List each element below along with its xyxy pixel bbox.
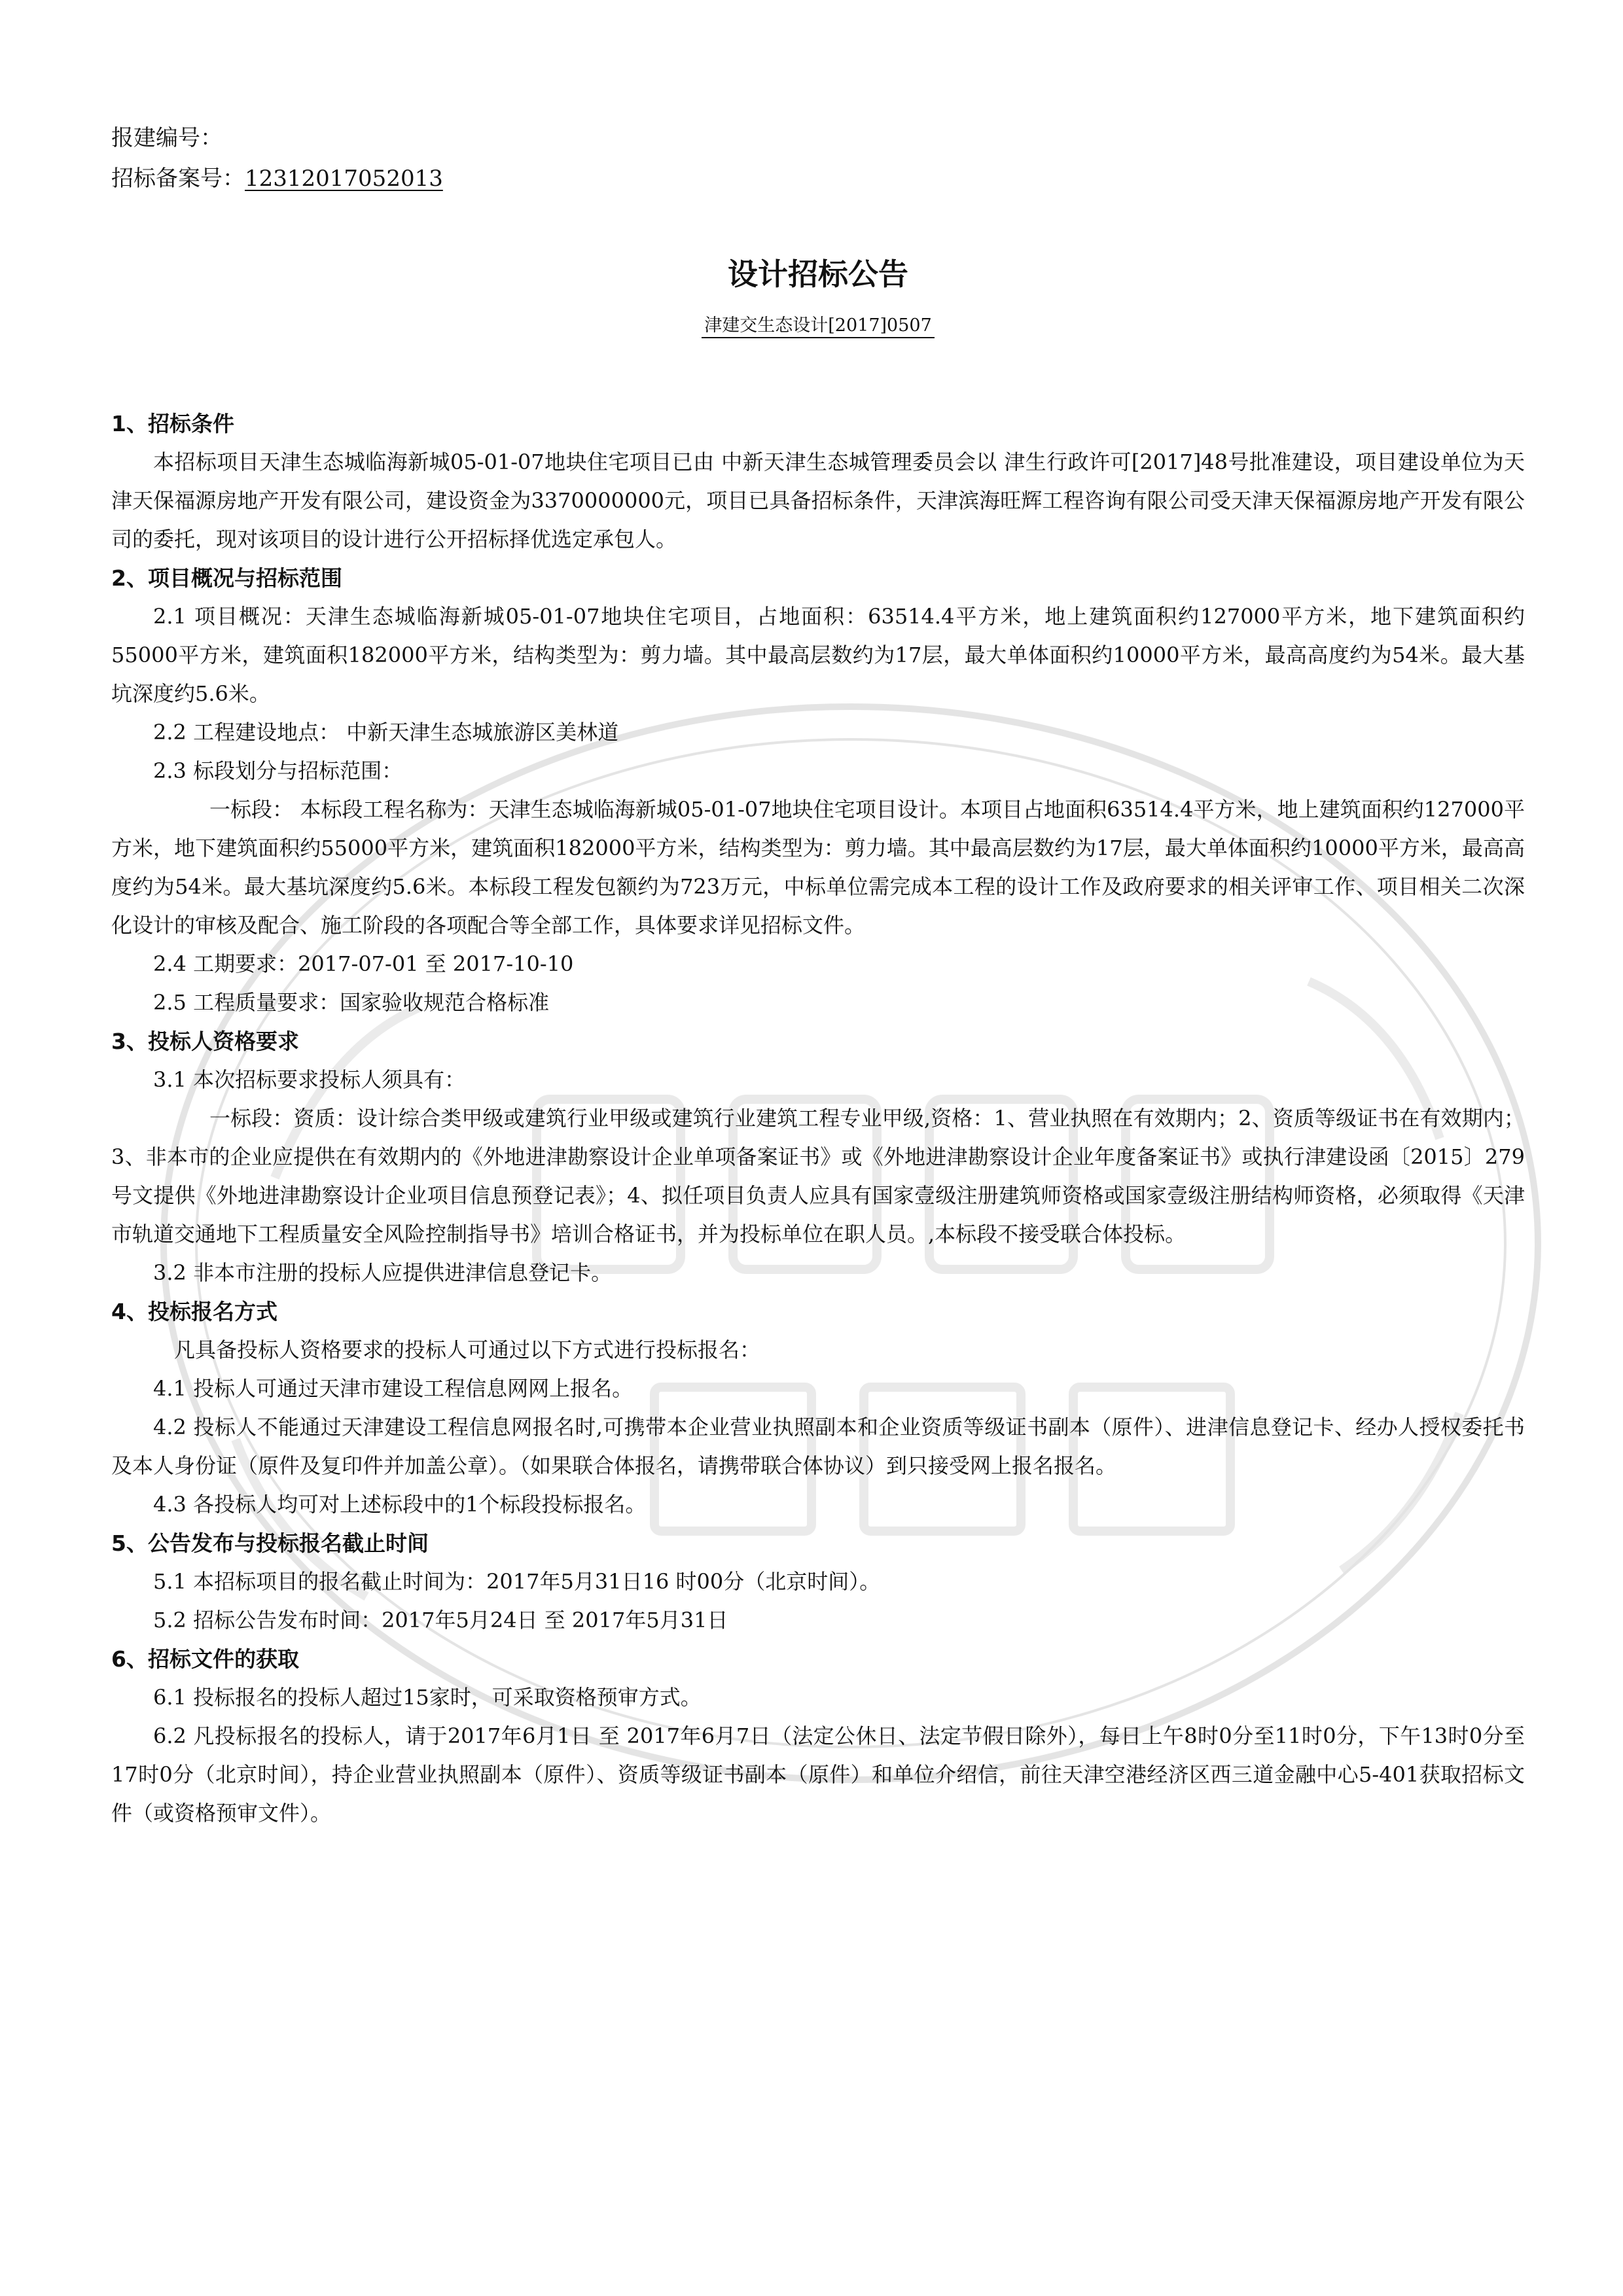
section-heading: 5、公告发布与投标报名截止时间 bbox=[111, 1530, 429, 1556]
section-heading: 1、招标条件 bbox=[111, 411, 234, 436]
document-number-value: 津建交生态设计[2017]0507 bbox=[702, 315, 935, 338]
section-paragraph: 3.1 本次招标要求投标人须具有： bbox=[153, 1067, 466, 1092]
baojian-number-label: 报建编号： bbox=[111, 125, 223, 151]
section-paragraph: 凡具备投标人资格要求的投标人可通过以下方式进行投标报名： bbox=[174, 1337, 761, 1362]
section-paragraph: 2.3 标段划分与招标范围： bbox=[153, 758, 403, 783]
section-heading: 6、招标文件的获取 bbox=[111, 1646, 299, 1672]
section-paragraph: 6.1 投标报名的投标人超过15家时，可采取资格预审方式。 bbox=[153, 1685, 702, 1710]
section-paragraph: 5.1 本招标项目的报名截止时间为：2017年5月31日16 时00分（北京时间）。 bbox=[153, 1569, 881, 1594]
section-paragraph: 2.2 工程建设地点： 中新天津生态城旅游区美林道 bbox=[153, 720, 619, 745]
section-paragraph: 4.2 投标人不能通过天津建设工程信息网报名时,可携带本企业营业执照副本和企业资质等级证书副本（原件）、进津信息登记卡、经办人授权委托书及本人身份证（原件及复印件并加盖公章）。（如果联合体报名，请携带联合体协议）到只接受网上报名报名。 bbox=[111, 1415, 1525, 1478]
section-paragraph: 5.2 招标公告发布时间：2017年5月24日 至 2017年5月31日 bbox=[153, 1608, 728, 1633]
section-paragraph: 4.3 各投标人均可对上述标段中的1个标段投标报名。 bbox=[153, 1492, 647, 1517]
document-number bbox=[111, 313, 1525, 339]
section-paragraph: 4.1 投标人可通过天津市建设工程信息网网上报名。 bbox=[153, 1376, 633, 1401]
section-heading: 3、投标人资格要求 bbox=[111, 1029, 299, 1054]
document-body bbox=[111, 404, 1525, 1833]
section-heading: 2、项目概况与招标范围 bbox=[111, 565, 342, 591]
section-heading: 4、投标报名方式 bbox=[111, 1299, 277, 1324]
section-paragraph: 本招标项目天津生态城临海新城05-01-07地块住宅项目已由 中新天津生态城管理委员会以 津生行政许可[2017]48号批准建设，项目建设单位为天津天保福源房地产开发有限公司，建设资金为3370000000元，项目已具备招标条件，天津滨海旺辉工程咨询有限公司受天津天保福源房地产开发有限公司的委托，现对该项目的设计进行公开招标择优选定承包人。 bbox=[111, 450, 1525, 552]
zhaobiao-record-label: 招标备案号： bbox=[111, 166, 245, 192]
section-paragraph: 2.1 项目概况：天津生态城临海新城05-01-07地块住宅项目，占地面积：63514.4平方米，地上建筑面积约127000平方米，地下建筑面积约55000平方米，建筑面积182000平方米，结构类型为：剪力墙。其中最高层数约为17层，最大单体面积约10000平方米，最高高度约为54米。最大基坑深度约5.6米。 bbox=[111, 604, 1525, 706]
document-title: 设计招标公告 bbox=[728, 256, 908, 292]
zhaobiao-record-value: 12312017052013 bbox=[245, 166, 443, 192]
document-page bbox=[111, 118, 1525, 1833]
baojian-number-line bbox=[111, 118, 1525, 158]
section-paragraph: 6.2 凡投标报名的投标人，请于2017年6月1日 至 2017年6月7日（法定公休日、法定节假日除外），每日上午8时0分至11时0分，下午13时0分至17时0分（北京时间），持企业营业执照副本（原件）、资质等级证书副本（原件）和单位介绍信，前往天津空港经济区西三道金融中心5-401获取招标文件（或资格预审文件）。 bbox=[111, 1723, 1525, 1826]
section-paragraph: 2.4 工期要求：2017-07-01 至 2017-10-10 bbox=[153, 951, 574, 976]
section-paragraph: 一标段： 本标段工程名称为：天津生态城临海新城05-01-07地块住宅项目设计。本项目占地面积63514.4平方米，地上建筑面积约127000平方米，地下建筑面积约55000平方米，建筑面积182000平方米，结构类型为：剪力墙。其中最高层数约为17层，最大单体面积约10000平方米，最高高度约为54米。最大基坑深度约5.6米。本标段工程发包额约为723万元，中标单位需完成本工程的设计工作及政府要求的相关评审工作、项目相关二次深化设计的审核及配合、施工阶段的各项配合等全部工作，具体要求详见招标文件。 bbox=[111, 797, 1525, 938]
zhaobiao-record-line bbox=[111, 158, 1525, 199]
section-paragraph: 3.2 非本市注册的投标人应提供进津信息登记卡。 bbox=[153, 1260, 613, 1285]
section-paragraph: 一标段：资质：设计综合类甲级或建筑行业甲级或建筑行业建筑工程专业甲级,资格：1、营业执照在有效期内；2、资质等级证书在有效期内；3、非本市的企业应提供在有效期内的《外地进津勘察设计企业单项备案证书》或《外地进津勘察设计企业年度备案证书》或执行津建设函〔2015〕279号文提供《外地进津勘察设计企业项目信息预登记表》；4、拟任项目负责人应具有国家壹级注册建筑师资格或国家壹级注册结构师资格，必须取得《天津市轨道交通地下工程质量安全风险控制指导书》培训合格证书，并为投标单位在职人员。,本标段不接受联合体投标。 bbox=[111, 1106, 1525, 1246]
section-paragraph: 2.5 工程质量要求：国家验收规范合格标准 bbox=[153, 990, 550, 1015]
